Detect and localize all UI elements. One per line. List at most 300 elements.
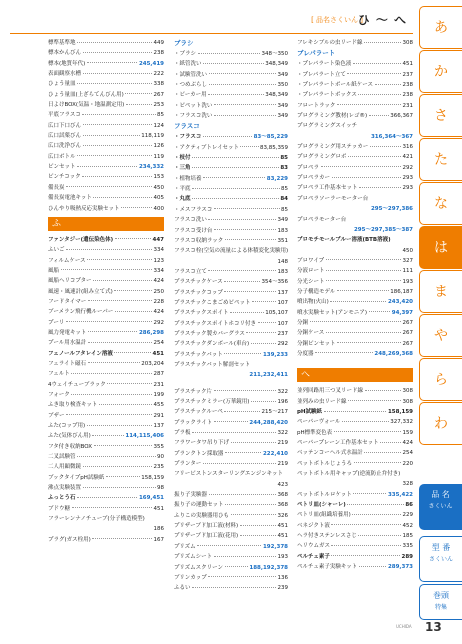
page-ref[interactable]: 107	[277, 320, 288, 327]
index-entry	[297, 438, 413, 448]
index-tab-line1: 巻頭	[433, 591, 449, 600]
page-ref[interactable]: 348,349	[265, 61, 288, 68]
page-ref[interactable]: 253	[153, 102, 164, 109]
index-entry	[48, 141, 164, 151]
leader-dots	[337, 342, 401, 343]
page-ref[interactable]: 451	[277, 523, 288, 530]
page-ref[interactable]: 452	[402, 522, 413, 529]
index-entry	[48, 483, 164, 493]
page-ref[interactable]: 400	[153, 205, 164, 212]
page-ref[interactable]	[263, 449, 288, 459]
index-entry	[48, 514, 164, 524]
leader-dots	[107, 383, 152, 384]
page-ref[interactable]: 215～217	[261, 409, 288, 416]
index-entry	[48, 369, 164, 379]
kana-tab-6[interactable]	[419, 270, 462, 313]
page-ref[interactable]: 334	[153, 267, 164, 274]
page-ref[interactable]: 451	[152, 350, 164, 357]
page-ref-highlight[interactable]: 245,419	[138, 60, 164, 67]
page-ref[interactable]: 354～356	[261, 279, 288, 286]
page-ref-highlight[interactable]: 192,378	[262, 543, 288, 550]
page-ref[interactable]: 349	[277, 71, 288, 78]
page-ref-highlight[interactable]: 83～85,229	[253, 134, 288, 141]
index-entry	[174, 542, 288, 552]
entry-term: ブーメラン飛行機ルーパー	[48, 309, 114, 316]
index-tab-1[interactable]	[419, 536, 462, 582]
page-ref[interactable]: 111	[402, 268, 413, 275]
leader-dots	[203, 63, 264, 64]
entry-term: ・丸底	[174, 196, 191, 203]
entry-term: 並列回路用三つ叉リード線	[297, 388, 364, 395]
page-ref[interactable]: 235	[153, 464, 164, 471]
page-ref[interactable]: 322	[277, 430, 288, 437]
page-ref[interactable]: 254	[153, 340, 164, 347]
entry-term: フラスコ収納ラック	[174, 237, 224, 244]
entry-term: ファンタジー(遺伝染色体)	[48, 236, 114, 243]
page-ref-highlight[interactable]: 94,397	[391, 309, 413, 316]
index-entry	[174, 329, 288, 339]
entry-term: ペーパープレーン工作基本セット	[297, 440, 379, 447]
page-ref-highlight[interactable]: 335,422	[387, 491, 413, 498]
page-ref[interactable]: 83	[280, 165, 288, 172]
index-entry	[297, 163, 413, 173]
page-ref[interactable]	[125, 431, 164, 441]
page-ref[interactable]: 351	[277, 237, 288, 244]
leader-dots	[369, 311, 391, 312]
page-ref[interactable]: 447	[152, 236, 164, 243]
entry-term: プラスチックこまごめピペット	[174, 299, 251, 306]
leader-dots	[224, 291, 276, 292]
page-ref[interactable]	[263, 542, 288, 552]
page-ref[interactable]	[263, 350, 288, 360]
leader-dots	[321, 166, 401, 167]
index-entry	[297, 349, 413, 359]
index-entry	[48, 400, 164, 410]
page-ref[interactable]: 289	[401, 553, 413, 560]
page-ref[interactable]: 308	[402, 398, 413, 405]
kana-tab-2[interactable]	[419, 94, 462, 137]
leader-dots	[214, 115, 276, 116]
index-tab-line1: 型 番	[431, 543, 451, 552]
entry-term: プロペラソーラーモーター台	[297, 195, 369, 202]
leader-dots	[225, 452, 262, 453]
kana-tab-4[interactable]	[419, 182, 462, 225]
page-ref-highlight[interactable]: 316,364～367	[370, 133, 413, 140]
leader-dots	[83, 466, 152, 467]
page-ref[interactable]: 136	[277, 574, 288, 581]
leader-dots	[125, 93, 152, 94]
index-entry	[297, 541, 413, 551]
page-ref-highlight[interactable]: 243,420	[387, 299, 413, 306]
page-ref[interactable]: 316	[402, 144, 413, 151]
page-ref[interactable]: 137	[277, 289, 288, 296]
page-ref[interactable]: 185	[402, 533, 413, 540]
page-ref-highlight[interactable]: 188,192,378	[249, 564, 288, 571]
page-ref[interactable]: 451	[153, 505, 164, 512]
entry-term: 広口試薬びん	[48, 133, 82, 140]
page-ref[interactable]: 84	[280, 196, 288, 203]
page-ref[interactable]: 355	[153, 443, 164, 450]
page-ref[interactable]	[371, 132, 413, 142]
page-ref[interactable]: 291	[153, 412, 164, 419]
page-ref[interactable]: 229	[402, 512, 413, 519]
page-ref[interactable]	[374, 349, 413, 359]
page-ref[interactable]: 366,367	[390, 113, 413, 120]
entry-term: フェノールフタレイン溶液	[48, 350, 113, 357]
page-ref[interactable]: 267	[402, 330, 413, 337]
index-entry	[48, 152, 164, 162]
page-ref[interactable]	[254, 132, 288, 142]
page-ref[interactable]: 222	[153, 71, 164, 78]
entry-term: ・フラスコ洗い	[174, 113, 213, 120]
page-ref[interactable]: 123	[153, 257, 164, 264]
page-ref[interactable]: 450	[402, 247, 413, 254]
page-ref[interactable]: 98	[157, 485, 164, 492]
page-ref[interactable]: 350	[277, 82, 288, 89]
page-ref[interactable]: 293	[402, 185, 413, 192]
page-ref[interactable]	[388, 297, 413, 307]
page-ref[interactable]: 153	[153, 174, 164, 181]
page-ref[interactable]: 238	[153, 50, 164, 57]
page-ref[interactable]: 328	[402, 481, 413, 488]
leader-dots	[203, 463, 276, 464]
page-ref[interactable]: 349	[277, 217, 288, 224]
kana-tab-0[interactable]	[419, 6, 462, 49]
page-ref[interactable]: 118,119	[141, 133, 164, 140]
page-ref-highlight[interactable]: 289,373	[387, 564, 413, 571]
page-ref[interactable]: 193	[402, 278, 413, 285]
page-ref[interactable]: 239	[277, 585, 288, 592]
page-ref[interactable]: 237	[402, 71, 413, 78]
leader-dots	[214, 104, 276, 105]
kana-tab-5[interactable]	[419, 226, 462, 269]
page-ref[interactable]: 158,159	[141, 474, 164, 481]
entry-term: 標準基準地	[48, 40, 76, 46]
index-column-3	[297, 38, 413, 628]
entry-term: ふっとう石	[48, 495, 76, 502]
entry-term: ペトリ皿(シャーレ)	[297, 502, 346, 509]
kana-tab-3[interactable]	[419, 138, 462, 181]
entry-term: ベネジクト液	[297, 522, 330, 529]
page-ref[interactable]: 237	[277, 330, 288, 337]
page-ref[interactable]: 451	[277, 533, 288, 540]
index-entry	[48, 121, 164, 131]
leader-dots	[208, 576, 276, 577]
page-ref[interactable]: 338	[153, 81, 164, 88]
entry-term: 広口下口びん	[48, 122, 82, 129]
page-ref[interactable]: 424	[402, 440, 413, 447]
page-ref[interactable]	[139, 493, 164, 503]
leader-dots	[324, 411, 387, 412]
page-ref[interactable]: 238	[402, 92, 413, 99]
page-ref-highlight[interactable]: 244,288,420	[249, 419, 288, 426]
index-entry	[297, 339, 413, 349]
page-ref[interactable]: 107	[277, 299, 288, 306]
page-ref[interactable]: 254	[402, 450, 413, 457]
page-ref[interactable]: 349	[277, 113, 288, 120]
entry-term: ・つめぶらし	[174, 82, 208, 89]
page-ref[interactable]: 228	[153, 298, 164, 305]
index-entry	[48, 256, 164, 266]
page-ref[interactable]: 186	[153, 526, 164, 533]
page-ref[interactable]: 327	[402, 257, 413, 264]
index-entry	[48, 59, 164, 69]
page-ref[interactable]: 231	[402, 102, 413, 109]
kana-tab-9[interactable]	[419, 402, 462, 445]
page-ref[interactable]	[249, 563, 288, 573]
page-ref-highlight[interactable]: 248,269,368	[374, 350, 413, 357]
page-ref-highlight[interactable]: 295～297,386	[370, 206, 413, 213]
page-ref[interactable]: 267	[402, 340, 413, 347]
page-ref[interactable]: 293	[402, 175, 413, 182]
page-ref[interactable]: 267	[402, 319, 413, 326]
leader-dots	[359, 566, 387, 567]
page-ref[interactable]	[267, 174, 288, 184]
page-ref[interactable]: 326	[277, 512, 288, 519]
index-entry	[174, 397, 288, 407]
entry-term: ・植物培養	[174, 175, 202, 182]
index-entry	[174, 308, 288, 318]
entry-term: 標本かんびん	[48, 50, 82, 57]
page-ref[interactable]	[249, 370, 288, 380]
entry-term: プリズム	[174, 543, 196, 550]
index-entry	[297, 70, 413, 80]
index-entry	[297, 121, 413, 131]
leader-dots	[83, 145, 152, 146]
index-entry	[297, 235, 413, 245]
entry-term: ブリンカップ	[174, 574, 207, 581]
index-entry	[297, 266, 413, 276]
index-entry	[297, 38, 413, 48]
index-entry	[48, 193, 164, 203]
page-ref[interactable]	[249, 418, 288, 428]
page-ref-highlight[interactable]: 169,451	[138, 495, 164, 502]
page-ref[interactable]: 292	[277, 341, 288, 348]
page-ref[interactable]: 220	[402, 460, 413, 467]
page-ref[interactable]: 159	[402, 429, 413, 436]
index-entry	[48, 442, 164, 452]
page-ref[interactable]: 85	[157, 112, 164, 119]
leader-dots	[224, 281, 260, 282]
page-ref-highlight[interactable]: 114,115,406	[125, 433, 164, 440]
leader-dots	[198, 53, 260, 54]
page-ref[interactable]: 308	[402, 388, 413, 395]
leader-dots	[214, 229, 276, 230]
page-ref[interactable]: 287	[153, 371, 164, 378]
index-entry	[174, 350, 288, 360]
page-ref[interactable]: 424	[153, 309, 164, 316]
page-ref[interactable]: 219	[277, 461, 288, 468]
page-ref[interactable]: 308	[402, 40, 413, 46]
page-ref[interactable]	[388, 562, 413, 572]
page-ref[interactable]: 186,187	[390, 288, 413, 295]
leader-dots	[208, 94, 264, 95]
kana-tab-7[interactable]	[419, 314, 462, 357]
page-ref[interactable]: 451	[402, 61, 413, 68]
index-entry	[48, 38, 164, 48]
entry-term: ひょう量皿(上ざらてんびん用)	[48, 91, 124, 98]
entry-term: ふるい	[174, 585, 191, 592]
index-entry	[48, 266, 164, 276]
page-ref-highlight[interactable]: 234,332	[138, 164, 164, 171]
leader-dots	[225, 239, 276, 240]
page-ref[interactable]: 148	[277, 258, 288, 265]
kana-range: ひ ～ へ	[357, 13, 407, 27]
index-tab-0[interactable]	[419, 484, 462, 530]
leader-dots	[331, 555, 400, 556]
page-ref[interactable]: 231	[153, 381, 164, 388]
leader-dots	[331, 524, 401, 525]
page-ref[interactable]: 158,159	[387, 409, 413, 415]
page-ref-highlight[interactable]: 222,410	[262, 450, 288, 457]
index-tab-2[interactable]	[419, 584, 462, 620]
index-entry	[174, 583, 288, 593]
entry-term: プラスチックケース	[174, 279, 223, 286]
page-ref[interactable]: 183	[277, 227, 288, 234]
page-ref[interactable]: 250	[153, 288, 164, 295]
page-ref[interactable]: 124	[153, 122, 164, 129]
page-ref[interactable]: 85	[281, 186, 288, 193]
leader-dots	[71, 394, 152, 395]
entry-term: ・プレパラートボックス	[297, 92, 357, 99]
entry-term: 標本(地質年代)	[48, 60, 86, 67]
page-ref[interactable]: 196	[277, 399, 288, 405]
entry-term: 分銅ケース	[297, 330, 325, 337]
page-ref[interactable]: 86	[405, 502, 413, 509]
page-ref[interactable]: 238	[402, 82, 413, 89]
index-entry	[174, 298, 288, 308]
page-ref[interactable]: 83,85,359	[260, 144, 288, 151]
page-ref[interactable]: 349	[277, 102, 288, 109]
page-ref[interactable]: 167	[153, 536, 164, 543]
entry-term: プログラミング用ステッカー	[297, 144, 369, 151]
entry-term: プラスチックミラー(万華鏡用)	[174, 399, 250, 405]
entry-term: ・ピペット洗い	[174, 102, 213, 109]
leader-dots	[209, 494, 276, 495]
page-ref[interactable]: 348～350	[261, 51, 288, 57]
page-ref[interactable]: 424	[153, 278, 164, 285]
page-ref[interactable]: 449	[153, 40, 164, 46]
page-ref-highlight[interactable]: 295～297,385～387	[353, 226, 413, 233]
page-ref[interactable]: 183	[277, 268, 288, 275]
page-ref[interactable]: 85	[280, 155, 288, 162]
kana-tab-1[interactable]	[419, 50, 462, 93]
page-ref-highlight[interactable]: 211,232,411	[249, 372, 288, 379]
entry-term: ブックタイプpH試験紙	[48, 474, 105, 481]
page-ref[interactable]: 455	[153, 402, 164, 409]
index-entry	[174, 521, 288, 531]
entry-term: ペットボトルじょうろ	[297, 460, 353, 467]
page-ref[interactable]: 335	[402, 543, 413, 550]
leader-dots	[72, 507, 152, 508]
entry-term: ヘラ付きステンレスさじ	[297, 533, 357, 540]
leader-dots	[240, 146, 258, 147]
page-ref[interactable]: 126	[153, 143, 164, 150]
entry-term: ・三角	[174, 165, 191, 172]
page-ref[interactable]	[392, 308, 413, 318]
index-entry	[297, 111, 413, 121]
page-ref[interactable]: 203,204	[141, 360, 164, 367]
page-ref[interactable]: 137	[153, 423, 164, 430]
index-entry	[174, 360, 288, 370]
page-ref[interactable]	[139, 59, 164, 69]
index-entry	[48, 110, 164, 120]
index-entry	[174, 563, 288, 573]
entry-term: ・メスフラスコ	[174, 206, 213, 213]
page-ref[interactable]	[139, 162, 164, 172]
page-ref[interactable]: 368	[277, 502, 288, 509]
page-ref[interactable]: 90	[157, 454, 164, 461]
page-ref[interactable]	[371, 204, 413, 214]
page-ref[interactable]: 334	[153, 247, 164, 254]
leader-dots	[240, 535, 276, 536]
page-ref[interactable]: 348,349	[265, 92, 288, 99]
leader-dots	[214, 390, 276, 391]
entry-term: フタ付き収納BOX	[48, 443, 93, 450]
index-entry	[297, 500, 413, 510]
leader-dots	[334, 431, 401, 432]
index-column-2	[174, 38, 288, 628]
index-tab-line1: 品 名	[431, 490, 450, 499]
page-header	[10, 12, 413, 34]
kana-tab-8[interactable]	[419, 358, 462, 401]
page-ref[interactable]: 405	[153, 195, 164, 202]
leader-dots	[369, 115, 389, 116]
page-ref[interactable]: 368	[277, 492, 288, 499]
page-ref[interactable]: 119	[153, 153, 164, 160]
page-ref[interactable]	[139, 328, 164, 338]
page-ref[interactable]: 105,107	[265, 310, 288, 317]
index-entry	[174, 80, 288, 90]
entry-term: 二人用顕微鏡	[48, 464, 82, 471]
page-ref[interactable]: 199	[153, 392, 164, 398]
page-ref[interactable]: 322	[277, 388, 288, 395]
leader-dots	[251, 343, 276, 344]
page-ref[interactable]: 267	[153, 91, 164, 98]
index-entry	[48, 318, 164, 328]
index-entry	[48, 452, 164, 462]
entry-term: フリービストンスターリングエンジンキット	[174, 471, 284, 478]
entry-term: プリザーブド加工液(材料)	[174, 523, 239, 530]
leader-dots	[121, 207, 152, 208]
index-entry	[48, 131, 164, 141]
entry-term: ピンセット	[48, 164, 76, 171]
page-ref[interactable]: 85	[281, 206, 288, 213]
page-ref[interactable]: 327,332	[390, 419, 413, 426]
page-ref[interactable]: 450	[153, 184, 164, 191]
index-entry	[48, 411, 164, 421]
index-entry	[174, 418, 288, 428]
page-ref[interactable]: 193	[277, 554, 288, 561]
leader-dots	[92, 538, 152, 539]
page-ref[interactable]	[388, 490, 413, 500]
page-ref-highlight[interactable]: 286,298	[138, 329, 164, 336]
page-ref[interactable]: 292	[402, 164, 413, 171]
page-ref-highlight[interactable]: 139,233	[262, 351, 288, 358]
page-ref[interactable]	[354, 225, 413, 235]
leader-dots	[337, 290, 389, 291]
leader-dots	[208, 219, 276, 220]
page-ref[interactable]: 292	[153, 319, 164, 326]
entry-term: ペルチェ素子実験キット	[297, 564, 358, 571]
page-ref[interactable]: 421	[402, 154, 413, 161]
leader-dots	[77, 456, 155, 457]
leader-dots	[347, 504, 404, 505]
page-ref[interactable]: 423	[277, 481, 288, 488]
entry-term: ペトリ皿(組織培養用)	[297, 512, 351, 519]
page-ref-highlight[interactable]: 83,229	[266, 175, 288, 182]
page-ref[interactable]: 219	[277, 440, 288, 447]
